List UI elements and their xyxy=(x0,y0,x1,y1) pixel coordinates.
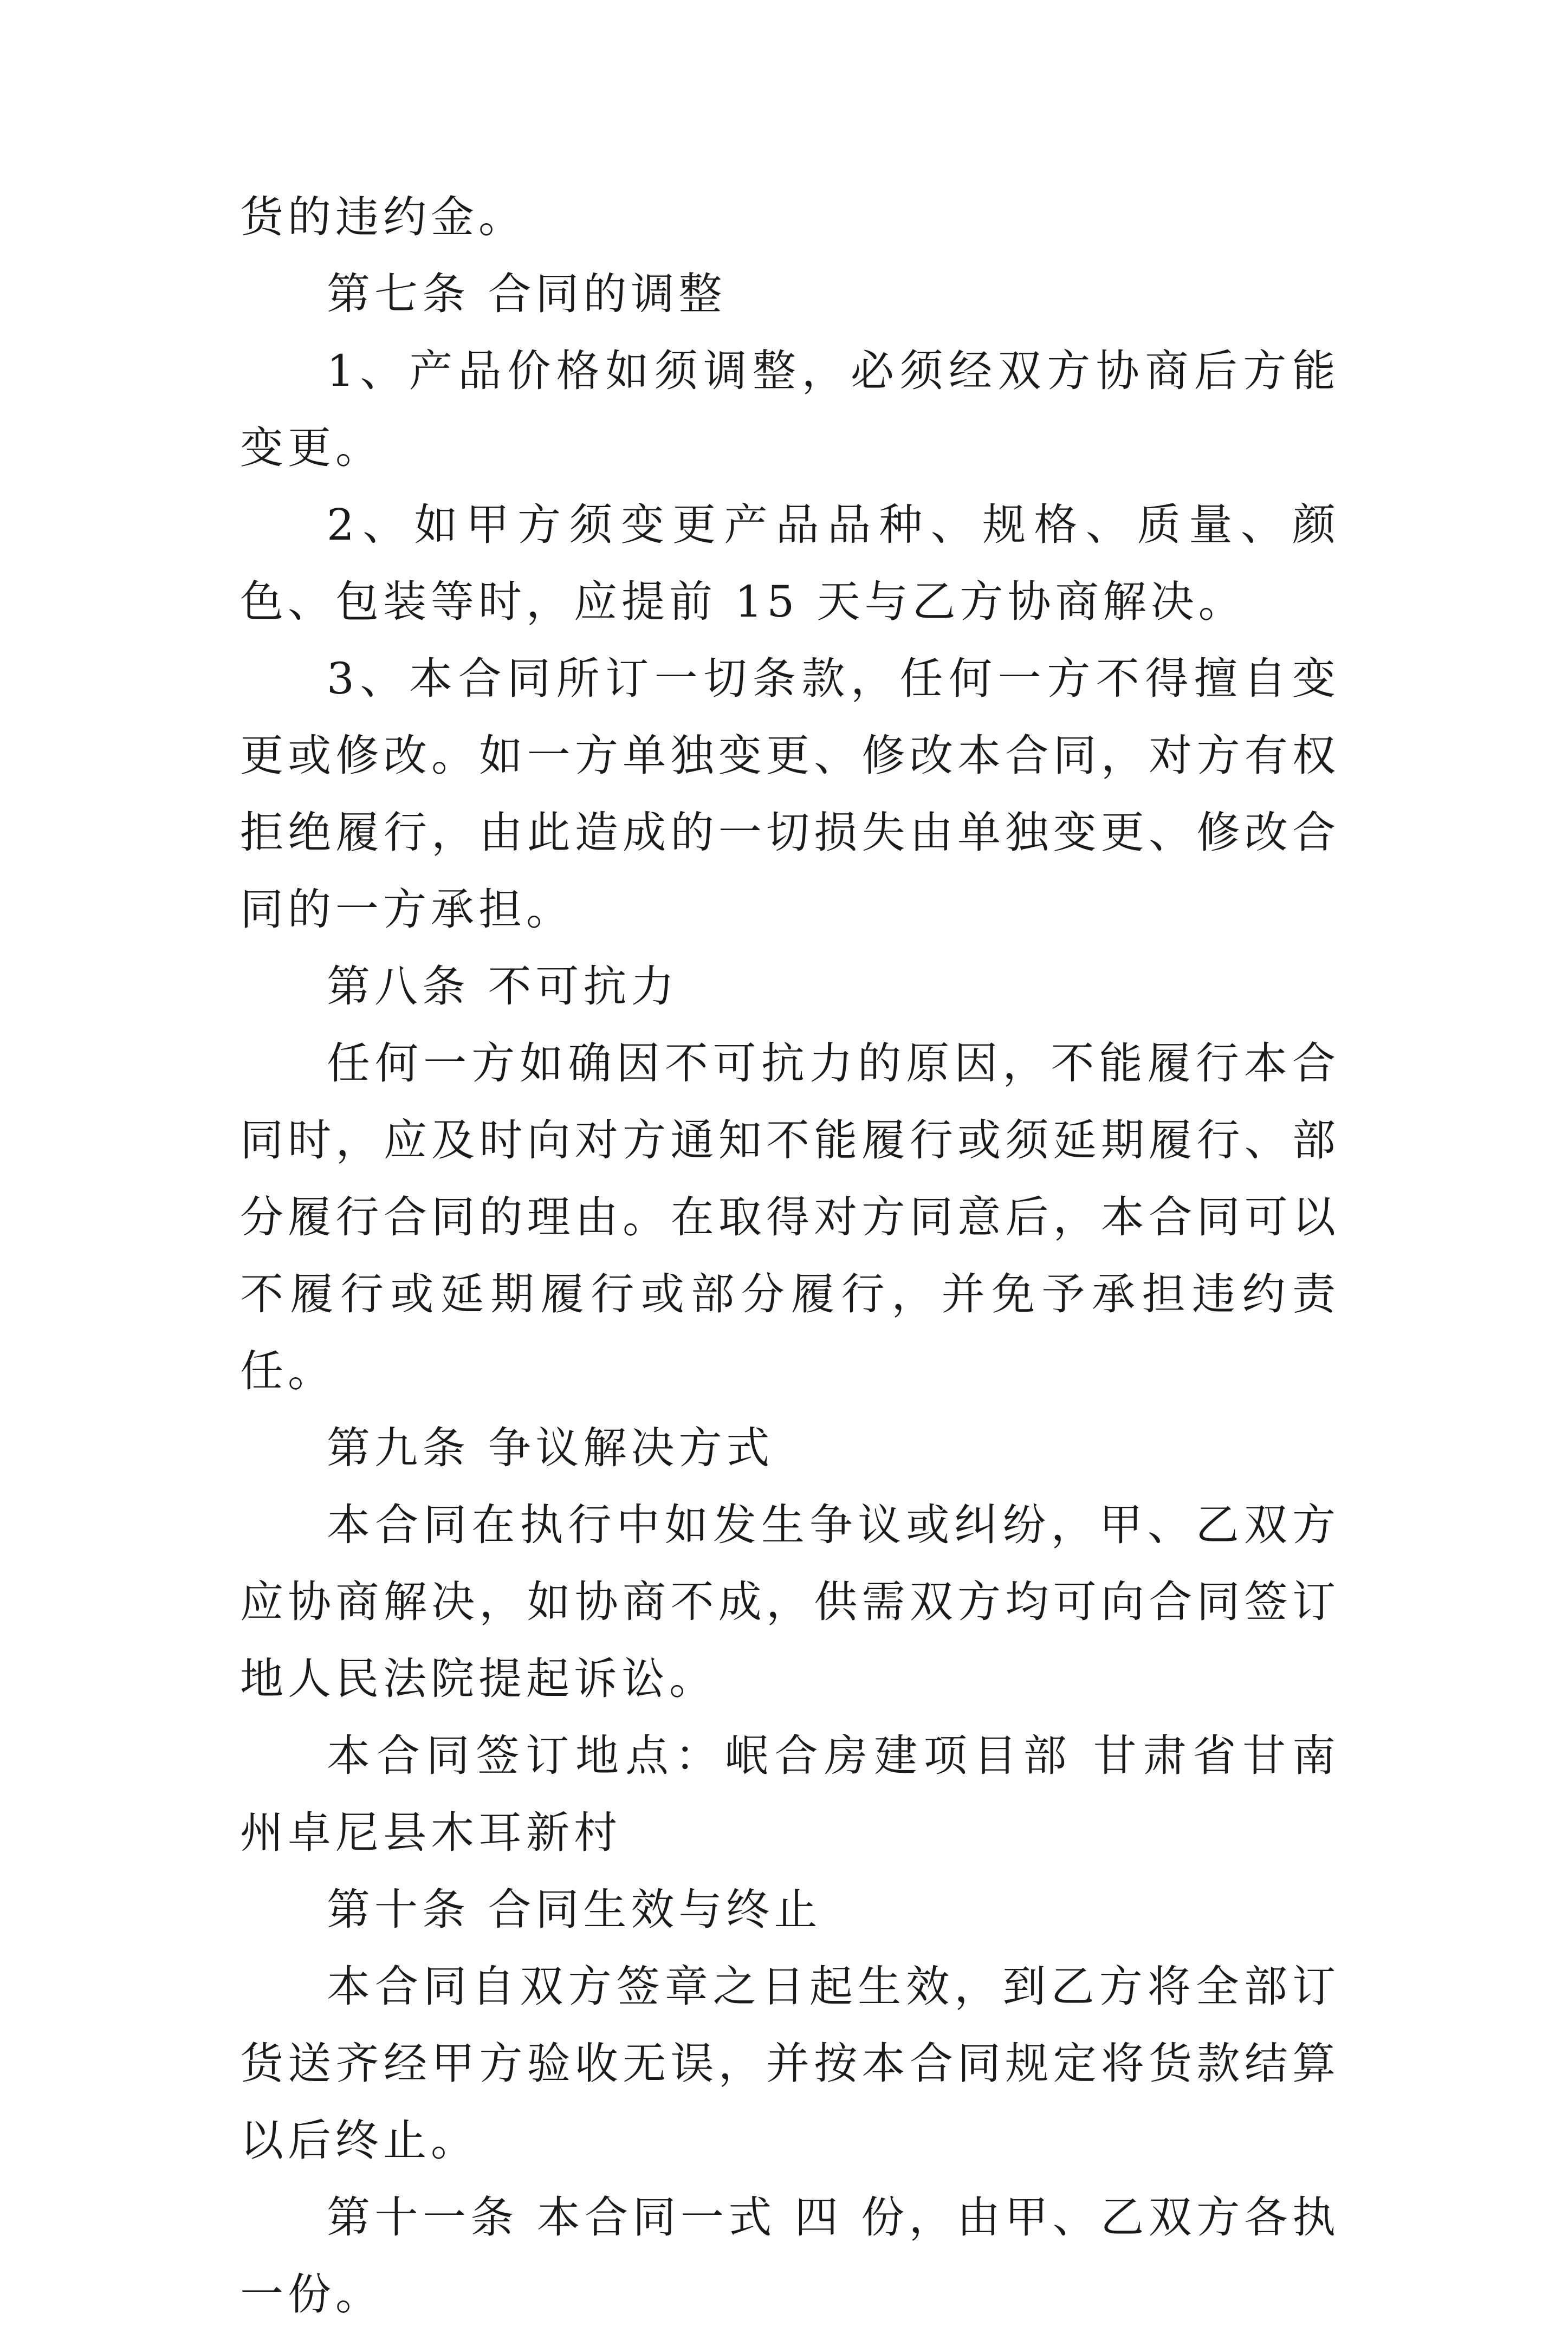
clause-11-body: 第十一条 本合同一式 四 份，由甲、乙双方各执 一份。 xyxy=(240,2192,1340,2319)
clause-7-2: 2、如甲方须变更产品品种、规格、质量、颜色、包装等时，应提前 15 天与乙方协商解决。 xyxy=(240,500,1340,627)
section-heading-7: 第七条 合同的调整 xyxy=(327,269,727,319)
section-heading-9: 第九条 争议解决方式 xyxy=(327,1423,774,1473)
section-heading-8: 第八条 不可抗力 xyxy=(327,961,679,1012)
document-body xyxy=(240,179,1340,2333)
section-heading-10: 第十条 合同生效与终止 xyxy=(327,1884,822,1935)
clause-7-3: 3、本合同所订一切条款，任何一方不得擅自变更或修改。如一方单独变更、修改本合同，对方有权拒绝履行，由此造成的一切损失由单独变更、修改合同的一方承担。 xyxy=(240,653,1340,935)
clause-10-body: 本合同自双方签章之日起生效，到乙方将全部订货送齐经甲方验收无误，并按本合同规定将货款结算以后终止。 xyxy=(240,1961,1340,2166)
clause-8-body: 任何一方如确因不可抗力的原因，不能履行本合同时，应及时向对方通知不能履行或须延期履行、部分履行合同的理由。在取得对方同意后，本合同可以不履行或延期履行或部分履行，并免予承担违约责任。 xyxy=(240,1038,1340,1396)
clause-7-1: 1、产品价格如须调整，必须经双方协商后方能变更。 xyxy=(240,346,1340,473)
clause-9-body: 本合同在执行中如发生争议或纠纷，甲、乙双方应协商解决，如协商不成，供需双方均可向合同签订地人民法院提起诉讼。 xyxy=(240,1500,1340,1704)
signing-location: 本合同签订地点：岷合房建项目部 甘肃省甘南州卓尼县木耳新村 xyxy=(240,1731,1340,1858)
paragraph-continuation: 货的违约金。 xyxy=(240,192,526,242)
